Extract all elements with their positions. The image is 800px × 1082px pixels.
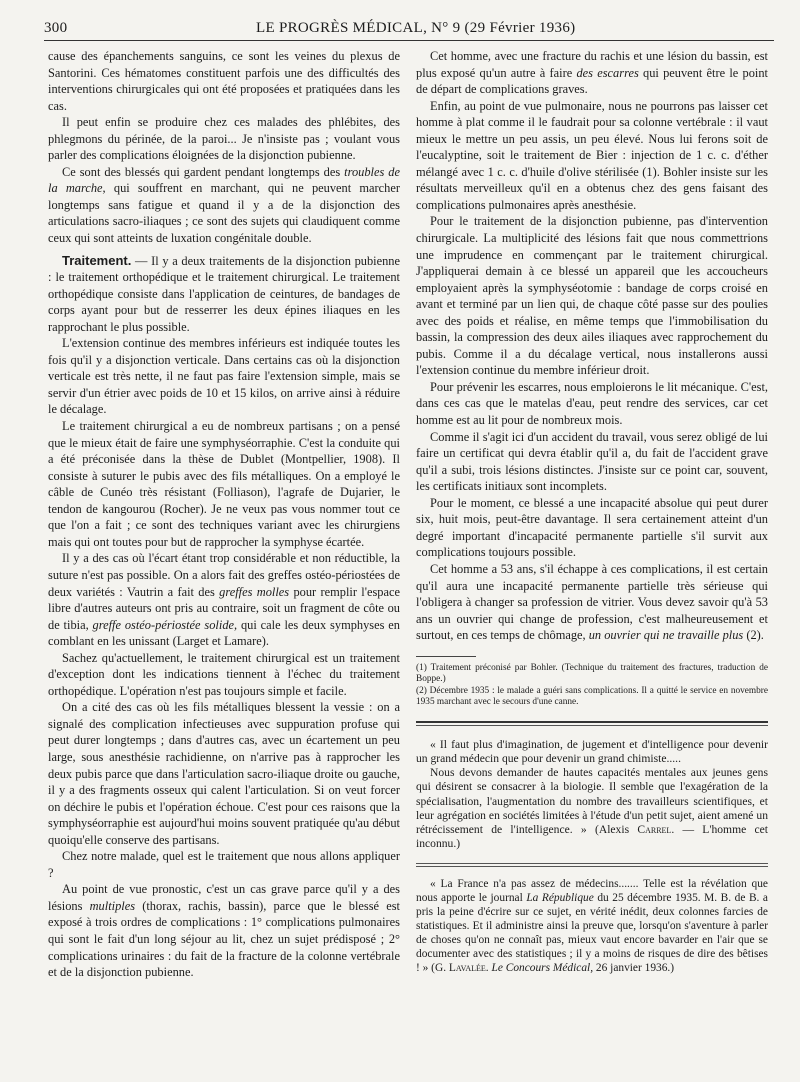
footnote-1: (1) Traitement préconisé par Bohler. (Technique du traitement des fractures, traduction de Boppe.)	[416, 662, 768, 685]
paragraph: Cet homme, avec une fracture du rachis et une lésion du bassin, est plus exposé qu'un autre à faire des escarres qui peuvent être le point de départ de complications graves.	[416, 49, 769, 97]
paragraph-traitement: Traitement. — Il y a deux traitements de la disjonction pubienne : le traitement orthopédique et le traitement chirurgical. Le traitement orthopédique consiste dans l'application de ceintures, de bandages de corps ayant pour but de resserrer les deux épines iliaques en les rapprochant le plus possible.	[48, 252, 400, 334]
paragraph: Ce sont des blessés qui gardent pendant longtemps des troubles de la marche, qui souffrent en marchant, qui ne peuvent marcher longtemps sans fatigue et quand il y a de la disjonction des articulations sacro-iliaques ; ce sont des sujets qui claudiquent comme ceux qui sont atteints de luxation congénitale double.	[48, 164, 400, 246]
emphasis: greffes molles	[219, 584, 290, 599]
paragraph: Enfin, au point de vue pulmonaire, nous ne pourrons pas laisser cet homme à plat comme il le faudrait pour sa colonne vertébrale : il vaut mieux le mettre un peu assis, un peu élevé. Nous lui ferons soit de l'eucalyptine, soit le traitement de Bier : injection de 1 c. c. d'éther mélangé avec 1 c. c. d'huile d'olive stérilisée (1). Bohler insiste sur les résultats merveilleux qu'il en a obtenus chez des gens faisant des complications pulmonaires après anesthésie.	[416, 98, 768, 212]
paragraph: cause des épanchements sanguins, ce sont les veines du plexus de Santorini. Ces hématomes constituent parfois une des difficultés des interventions chirurgicales qui ont été proposées et pratiquées dans les cas.	[48, 49, 400, 113]
quotation-carrel	[416, 738, 768, 852]
paragraph: Au point de vue pronostic, c'est un cas grave parce qu'il y a des lésions multiples (thorax, rachis, bassin), parce que le blessé est exposé à trois ordres de complications : 1° complications pulmonaires qui sont le fait d'un long séjour au lit, chez un sujet prédisposé ; 2° complications urinaires : du fait de la fracture de la colonne vertébrale et de la disjonction pubienne.	[48, 882, 400, 980]
author-name: Lavalée	[448, 962, 486, 975]
paragraph: Pour le traitement de la disjonction pubienne, pas d'intervention chirurgicale. La multiplicité des lésions fait que nous commettrions une imprudence en commençant par le traitement chirurgical. J'appliquerai demain à ce blessé un appareil que les accoucheurs employaient après la symphyséotomie : bandage de corps croisé en avant et terminé par un lien qui, de chaque côté passe sur des poulies avec des poids et réalise, en même temps que l'immobilisation du bassin, la compression des deux ailes iliaques avec rapprochement du pubis. Comme il a du décalage vertical, nous installerons aussi l'extension continue du membre inférieur droit.	[416, 214, 768, 378]
emphasis: troubles de la marche,	[48, 164, 400, 196]
paragraph: Pour prévenir les escarres, nous emploierons le lit mécanique. C'est, dans ces cas que le matelas d'eau, peut rendre des services, car cet homme est au lit pour de nombreux mois.	[416, 379, 768, 428]
paragraph: On a cité des cas où les fils métalliques blessent la vessie : on a signalé des complication infectieuses avec suppuration profuse qui peut durer longtemps ; dans d'autres cas, avec un écartement un peu large, sous anesthésie rachidienne, on n'arrive pas à rapprocher les deux pubis parce que dans l'articulation sacro-iliaque droite ou gauche, il y a des fragments osseux qui calent l'articulation. Si on veut forcer on déchire le pubis et l'opération échoue. C'est pour ces raisons que la symphyséorraphie est aujourd'hui moins souvent pratiquée qu'au début quoiqu'elle conserve des partisans.	[48, 700, 400, 847]
left-column	[48, 48, 400, 981]
quotation-lavalee	[416, 877, 768, 975]
quote-paragraph: « La France n'a pas assez de médecins....... Telle est la révélation que nous apporte le journal La République du 25 décembre 1935. M. B. de B. a pris la peine d'écrire sur ce sujet, en vérité inédit, deux colonnes farcies de statistiques. Et il administre ainsi la preuve que, lorsqu'on s'aventure à parler de choses qu'on ne connaît pas, mieux vaut encore bavarder en l'air que se documenter avec des statistiques ; il y a moins de risques de dire des bêtises ! » (G. Lavalée. Le Concours Médical, 26 janvier 1936.)	[416, 878, 768, 975]
emphasis: un ouvrier qui ne travaille plus	[588, 628, 744, 643]
emphasis: Le Concours Médical,	[491, 962, 594, 975]
quote-paragraph: « Il faut plus d'imagination, de jugement et d'intelligence pour devenir un grand médecin que pour devenir un grand chimiste.....	[416, 737, 768, 765]
page-number: 300	[44, 20, 68, 36]
double-divider-rule	[416, 863, 768, 867]
running-header	[44, 14, 774, 41]
paragraph: Il peut enfin se produire chez ces malades des phlébites, des phlegmons du périnée, de la paroi... Je n'insiste pas ; voulant vous parler des complications éloignées de la disjonction pubienne.	[48, 115, 400, 163]
emphasis: La République	[526, 892, 594, 905]
emphasis: greffe ostéo-périostée solide,	[92, 617, 238, 632]
journal-title: LE PROGRÈS MÉDICAL, N° 9 (29 Février 1936)	[256, 20, 576, 36]
section-heading: Traitement.	[62, 252, 132, 268]
paragraph: Chez notre malade, quel est le traitement que nous allons appliquer ?	[48, 849, 400, 880]
footnote-separator	[416, 656, 476, 657]
quote-paragraph: Nous devons demander de hautes capacités mentales aux jeunes gens qui désirent se consacrer à la biologie. Il semble que l'exagération de la spécialisation, l'augmentation du nombre des travailleurs scientifiques, et leur agrégation en sociétés limitées à l'étude d'un petit sujet, aient amené un rétrécissement de l'intelligence. » (Alexis Carrel. — L'homme cet inconnu.)	[416, 766, 768, 851]
divider-rule	[416, 725, 768, 726]
paragraph: Comme il s'agit ici d'un accident du travail, vous serez obligé de lui faire un certificat qui devra établir qu'il a, du fait de l'accident grave qu'il a subi, trois lésions distinctes. J'insiste sur ce point car, souvent, les certificats initiaux sont incomplets.	[416, 429, 768, 494]
emphasis: multiples	[89, 898, 136, 913]
paragraph: Pour le moment, ce blessé a une incapacité absolue qui peut durer six, huit mois, peut-être davantage. Il sera certainement atteint d'un degré important d'incapacité permanente partielle s'il survit aux complications toujours possible.	[416, 495, 768, 560]
right-column	[416, 48, 768, 975]
divider-rule	[416, 721, 768, 723]
paragraph: Il y a des cas où l'écart étant trop considérable et non réductible, la suture n'est pas possible. On a alors fait des greffes ostéo-périostées de deux variétés : Vautrin a fait des greffes molles pour remplir l'espace libre d'autres auteurs ont pris au contraire, soit un fragment de côte ou de tibia, greffe ostéo-périostée solide, qui cale les deux symphyses en comblant en les unissant (Larget et Lamare).	[48, 551, 400, 649]
paragraph: Sachez qu'actuellement, le traitement chirurgical est un traitement d'exception dont les indications tiennent à l'échec du traitement orthopédique. L'opération n'est pas toujours simple et facile.	[48, 650, 400, 698]
author-name: Carrel	[637, 822, 672, 836]
emphasis: des escarres	[576, 65, 639, 80]
footnote-2: (2) Décembre 1935 : le malade a guéri sans complications. Il a quitté le service en novembre 1935 marchant avec le secours d'une canne.	[416, 685, 768, 708]
paragraph: L'extension continue des membres inférieurs est indiquée toutes les fois qu'il y a disjonction verticale. Dans certains cas où la disjonction verticale est très nette, il ne faut pas faire l'extension simple, mais se servir d'un étrier avec poids de 10 et 15 kilos, on arrive ainsi à réduire le décalage.	[48, 336, 400, 417]
paragraph: Cet homme a 53 ans, s'il échappe à ces complications, il est certain qu'il aura une incapacité permanente partielle très sérieuse qui l'obligera à changer sa profession de vitrier. Vous devez savoir qu'à 53 ans un ouvrier qui change de profession, c'est malheureusement et surtout, en ces temps de chômage, un ouvrier qui ne travaille plus (2).	[416, 561, 768, 643]
paragraph: Le traitement chirurgical a eu de nombreux partisans ; on a pensé que le mieux était de faire une symphyséorraphie. C'est la conduite qui a été préconisée dans la thèse de Dublet (Montpellier, 1908). Il consiste à suturer le pubis avec des fils métalliques. On a employé le câble de Cunéo très résistant (Folliason), l'agrafe de Dujarier, le tendon de kangourou (Rocher). Je ne veux pas vous nommer tout ce que l'on a fait ; ce sont des techniques variant avec les chirurgiens mais qui ont toutes pour but de rapprocher la symphyse écartée.	[48, 419, 400, 549]
